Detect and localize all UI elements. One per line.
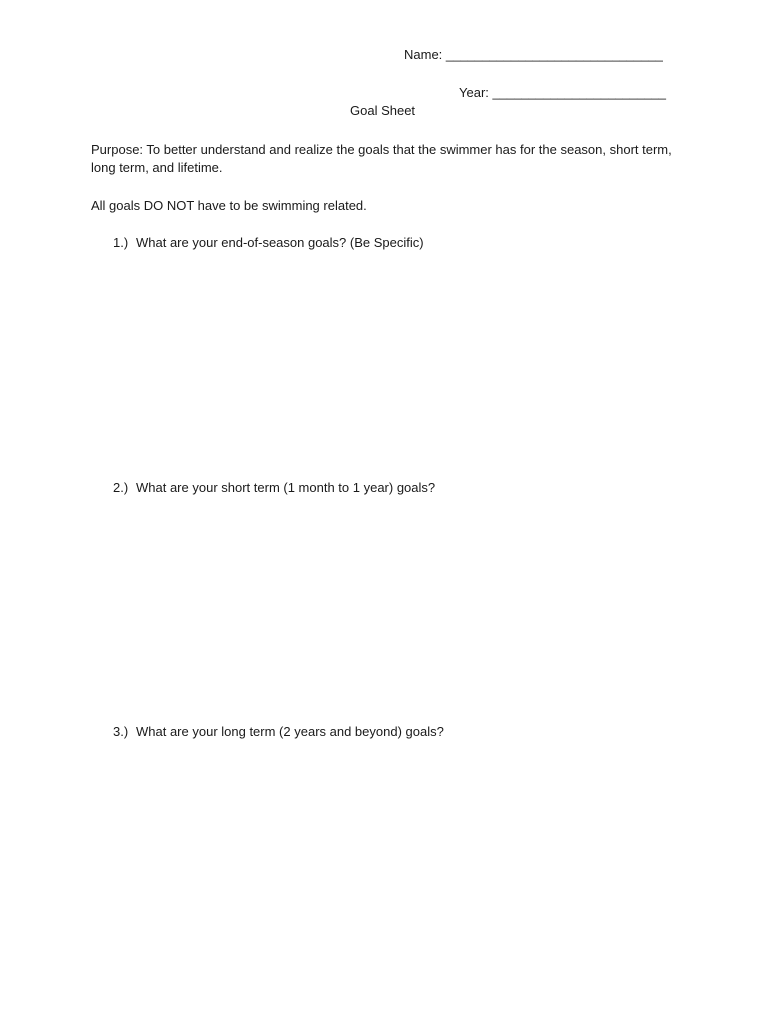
question-number: 2.) [113, 480, 129, 495]
purpose-paragraph: Purpose: To better understand and realize the goals that the swimmer has for the season, short term, long term, and lifetime. [91, 142, 672, 175]
question-item [113, 724, 444, 740]
question-item [113, 480, 435, 496]
name-field [404, 47, 663, 63]
page-title: Goal Sheet [350, 103, 416, 118]
question-item [113, 235, 424, 251]
question-text: What are your end-of-season goals? (Be Specific) [136, 235, 424, 250]
question-text: What are your long term (2 years and beyond) goals? [136, 724, 444, 739]
year-label: Year: [459, 85, 489, 100]
year-field [459, 85, 666, 101]
note-text: All goals DO NOT have to be swimming related. [91, 198, 367, 213]
question-number: 1.) [113, 235, 129, 250]
name-blank[interactable]: ______________________________ [445, 47, 663, 62]
name-label: Name: [404, 47, 443, 62]
question-text: What are your short term (1 month to 1 year) goals? [136, 480, 436, 495]
year-blank[interactable]: ________________________ [492, 85, 667, 100]
question-number: 3.) [113, 724, 129, 739]
